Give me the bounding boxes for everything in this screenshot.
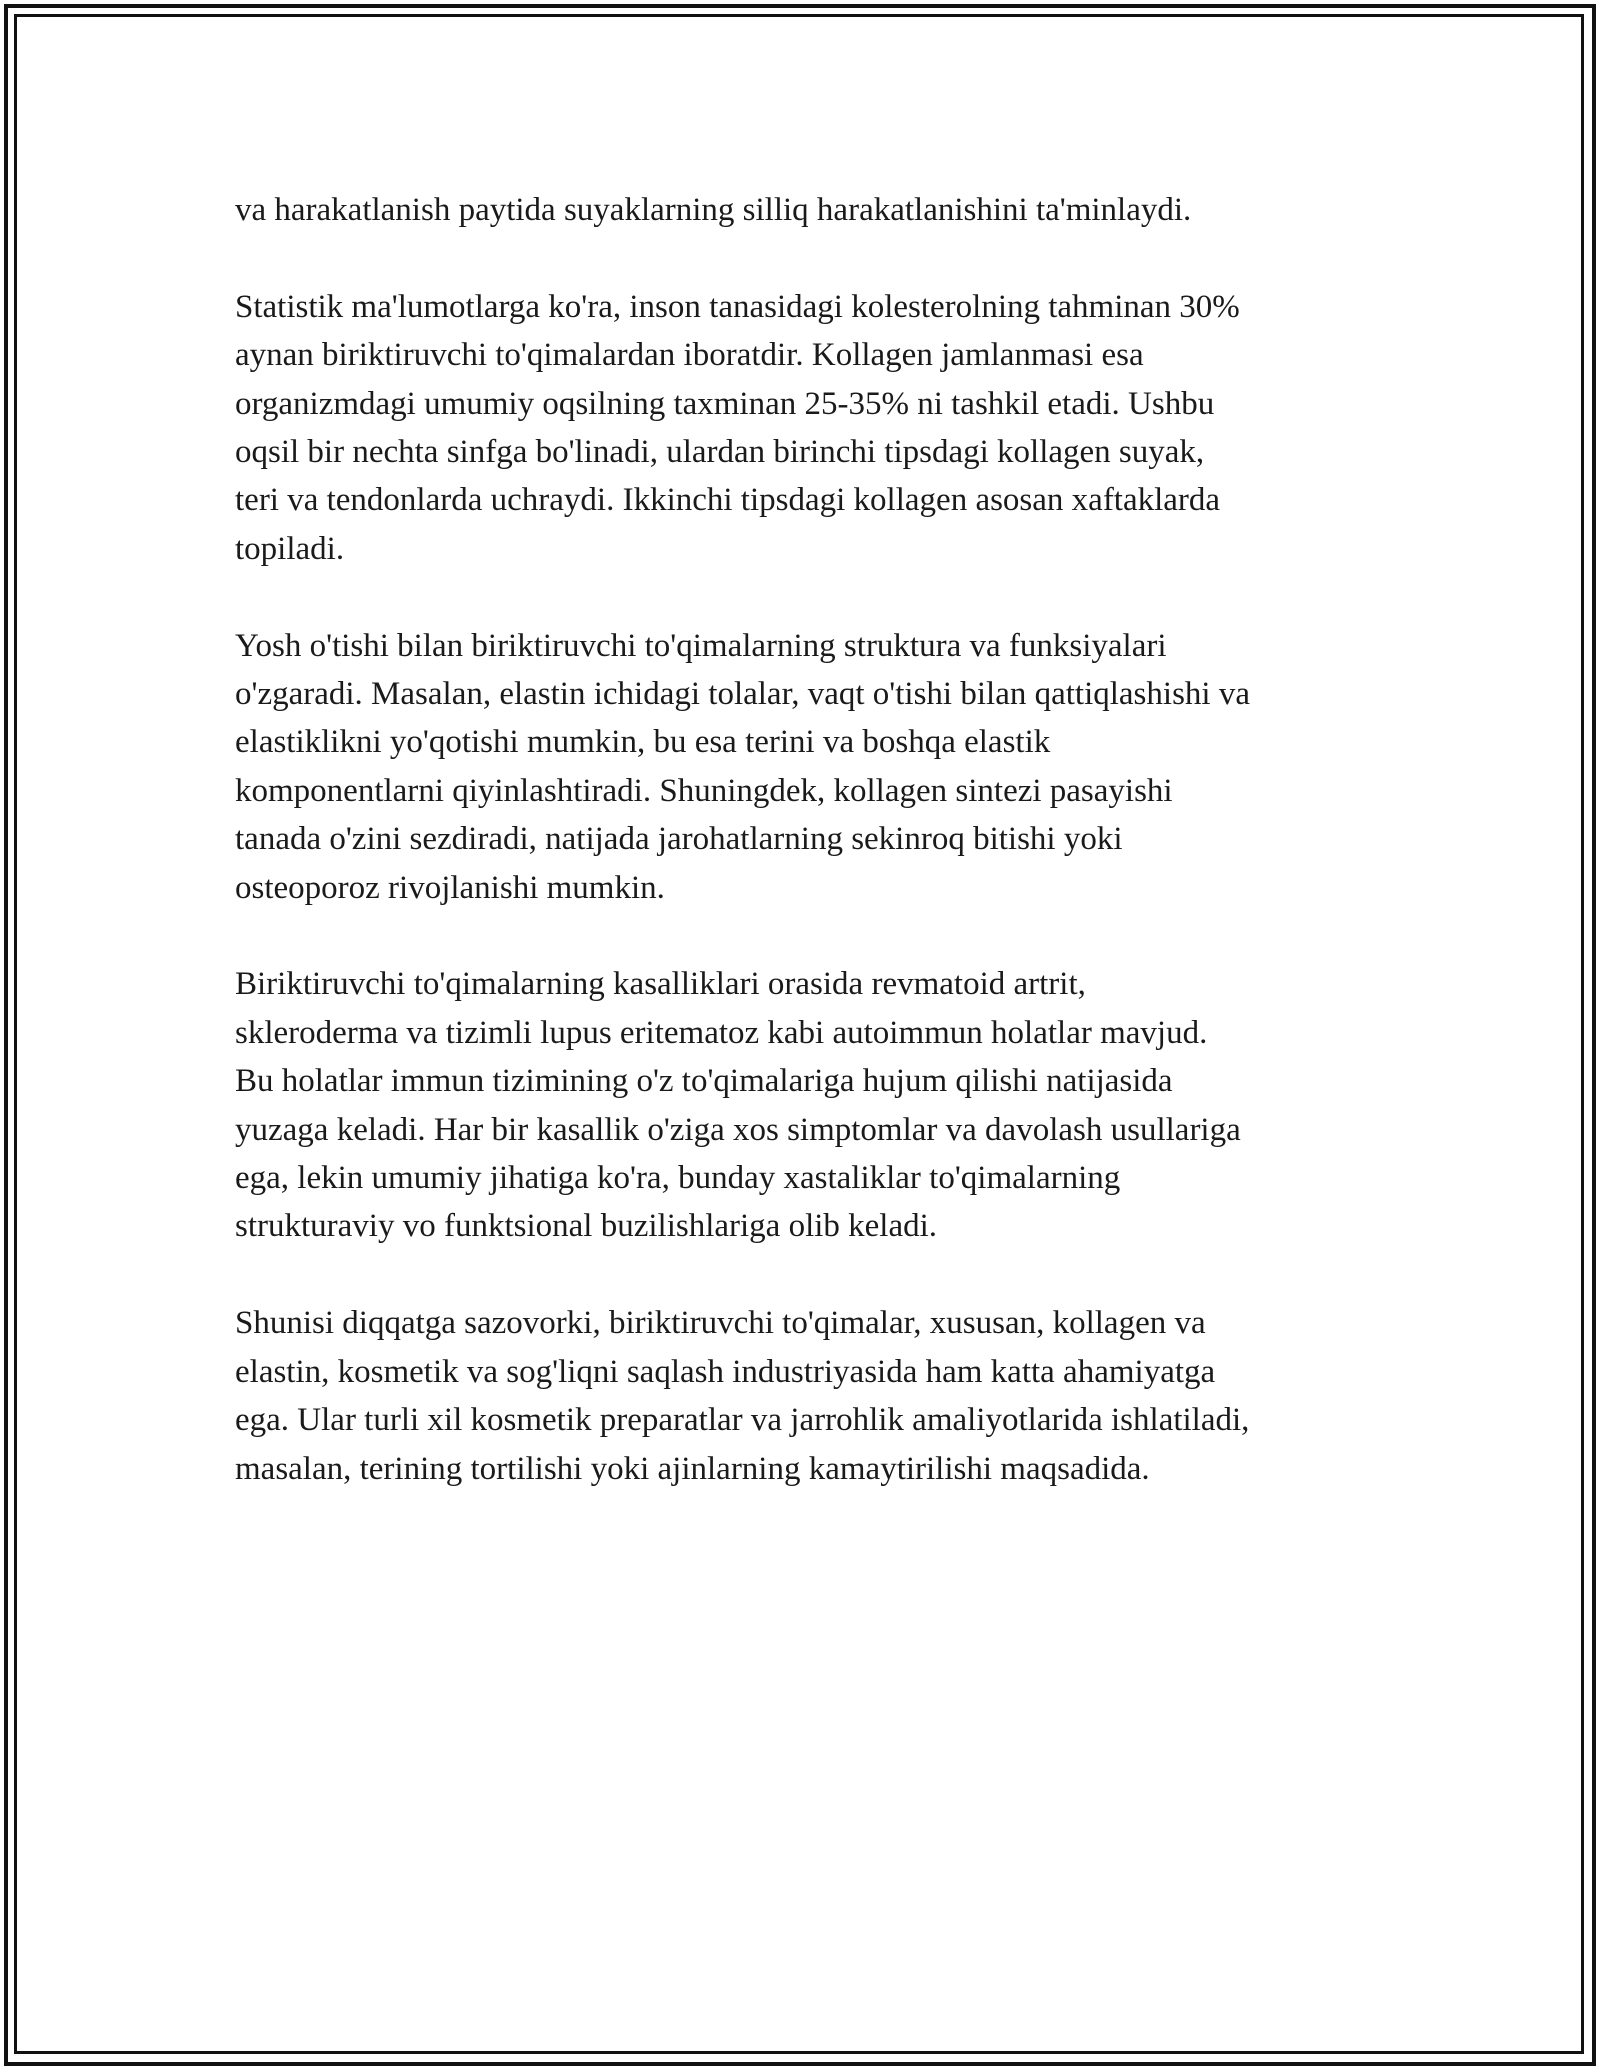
text-line: topiladi.	[235, 530, 345, 567]
paragraph-2	[235, 283, 1375, 573]
text-line: ega. Ular turli xil kosmetik preparatlar va jarrohlik amaliyotlarida ishlatiladi,	[235, 1402, 1250, 1439]
text-line: skleroderma va tizimli lupus eritematoz kabi autoimmun holatlar mavjud.	[235, 1014, 1208, 1051]
text-line: ega, lekin umumiy jihatiga ko'ra, bunday xastaliklar to'qimalarning	[235, 1160, 1121, 1197]
paragraph-3	[235, 622, 1375, 912]
text-line: va harakatlanish paytida suyaklarning silliq harakatlanishini ta'minlaydi.	[235, 192, 1192, 228]
paragraph-5	[235, 1299, 1375, 1493]
text-line: Bu holatlar immun tizimining o'z to'qimalariga hujum qilishi natijasida	[235, 1063, 1173, 1100]
text-line: Shunisi diqqatga sazovorki, biriktiruvchi to'qimalar, xususan, kollagen va	[235, 1305, 1206, 1342]
text-line: o'zgaradi. Masalan, elastin ichidagi tolalar, vaqt o'tishi bilan qattiqlashishi va	[235, 676, 1250, 713]
document-body	[235, 186, 1375, 1541]
paragraph-4	[235, 960, 1375, 1250]
text-line: strukturaviy vo funktsional buzilishlariga olib keladi.	[235, 1208, 938, 1245]
text-line: Biriktiruvchi to'qimalarning kasalliklari orasida revmatoid artrit,	[235, 966, 1086, 1003]
text-line: aynan biriktiruvchi to'qimalardan iboratdir. Kollagen jamlanmasi esa	[235, 337, 1144, 374]
text-line: yuzaga keladi. Har bir kasallik o'ziga xos simptomlar va davolash usullariga	[235, 1111, 1241, 1148]
text-line: organizmdagi umumiy oqsilning taxminan 25-35% ni tashkil etadi. Ushbu	[235, 385, 1215, 422]
text-line: Statistik ma'lumotlarga ko'ra, inson tanasidagi kolesterolning tahminan 30%	[235, 288, 1240, 325]
text-line: osteoporoz rivojlanishi mumkin.	[235, 869, 665, 906]
text-line: tanada o'zini sezdiradi, natijada jarohatlarning sekinroq bitishi yoki	[235, 821, 1123, 858]
text-line: oqsil bir nechta sinfga bo'linadi, ulardan birinchi tipsdagi kollagen suyak,	[235, 434, 1205, 471]
text-line: masalan, terining tortilishi yoki ajinlarning kamaytirilishi maqsadida.	[235, 1450, 1150, 1487]
paragraph-1	[235, 186, 1375, 234]
text-line: teri va tendonlarda uchraydi. Ikkinchi tipsdagi kollagen asosan xaftaklarda	[235, 482, 1221, 519]
text-line: elastiklikni yo'qotishi mumkin, bu esa terini va boshqa elastik	[235, 724, 1051, 761]
text-line: elastin, kosmetik va sog'liqni saqlash industriyasida ham katta ahamiyatga	[235, 1353, 1216, 1390]
text-line: komponentlarni qiyinlashtiradi. Shuningdek, kollagen sintezi pasayishi	[235, 772, 1173, 809]
text-line: Yosh o'tishi bilan biriktiruvchi to'qimalarning struktura va funksiyalari	[235, 627, 1167, 664]
